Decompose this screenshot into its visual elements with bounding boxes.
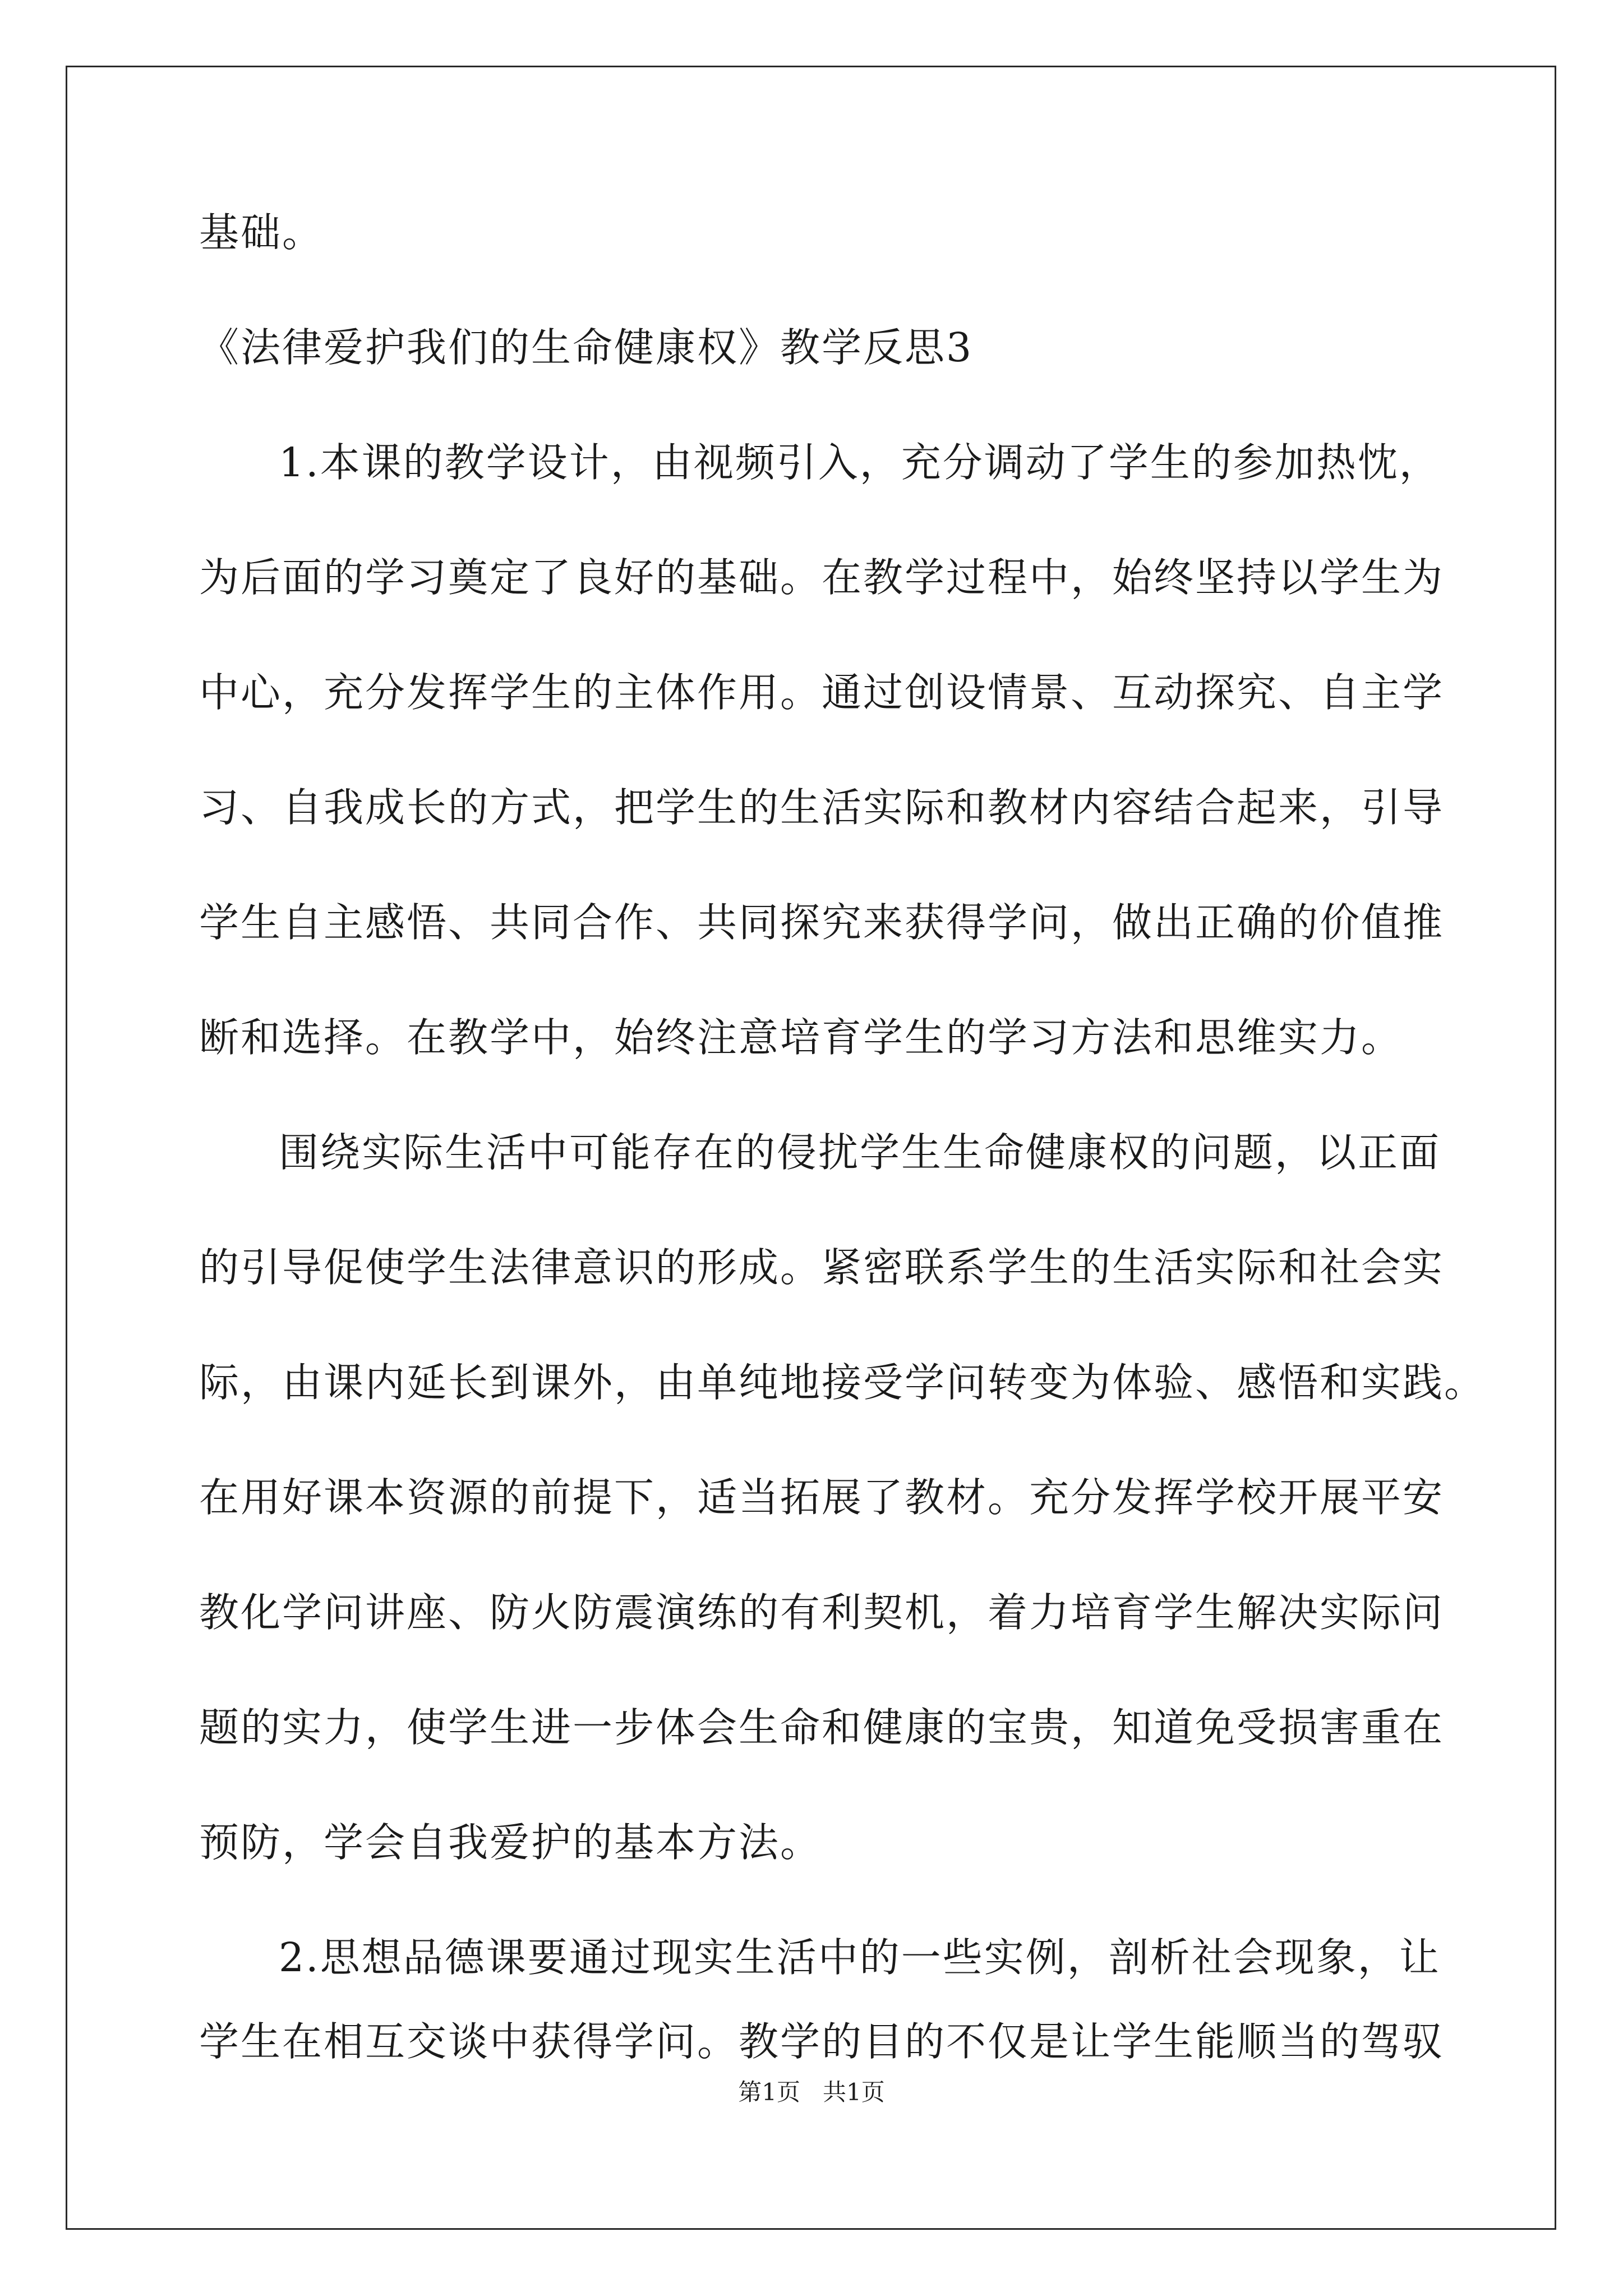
body-text-line: 预防，学会自我爱护的基本方法。 bbox=[199, 1819, 822, 1866]
section-heading: 《法律爱护我们的生命健康权》教学反思3 bbox=[199, 324, 974, 371]
page-footer: 第1页 共1页 bbox=[738, 2078, 885, 2106]
body-text-line: 基础。 bbox=[199, 209, 324, 256]
body-text-line: 际，由课内延长到课外，由单纯地接受学问转变为体验、感悟和实践。 bbox=[199, 1359, 1486, 1406]
body-text-line: 学生在相互交谈中获得学问。教学的目的不仅是让学生能顺当的驾驭 bbox=[199, 2018, 1445, 2065]
body-text-line: 1.本课的教学设计，由视频引入，充分调动了学生的参加热忱， bbox=[279, 439, 1441, 486]
body-text-line: 教化学问讲座、防火防震演练的有利契机，着力培育学生解决实际问 bbox=[199, 1589, 1445, 1636]
body-text-line: 断和选择。在教学中，始终注意培育学生的学习方法和思维实力。 bbox=[199, 1014, 1403, 1061]
body-text-line: 在用好课本资源的前提下，适当拓展了教材。充分发挥学校开展平安 bbox=[199, 1474, 1445, 1521]
body-text-line: 2.思想品德课要通过现实生活中的一些实例，剖析社会现象，让 bbox=[279, 1934, 1441, 1981]
body-text-line: 学生自主感悟、共同合作、共同探究来获得学问，做出正确的价值推 bbox=[199, 899, 1445, 946]
body-text-line: 为后面的学习奠定了良好的基础。在教学过程中，始终坚持以学生为 bbox=[199, 554, 1445, 601]
body-text-line: 习、自我成长的方式，把学生的生活实际和教材内容结合起来，引导 bbox=[199, 784, 1445, 831]
body-text-line: 中心，充分发挥学生的主体作用。通过创设情景、互动探究、自主学 bbox=[199, 669, 1445, 716]
body-text-line: 题的实力，使学生进一步体会生命和健康的宝贵，知道免受损害重在 bbox=[199, 1704, 1445, 1751]
body-text-line: 的引导促使学生法律意识的形成。紧密联系学生的生活实际和社会实 bbox=[199, 1244, 1445, 1291]
body-text-line: 围绕实际生活中可能存在的侵扰学生生命健康权的问题，以正面 bbox=[279, 1129, 1441, 1176]
